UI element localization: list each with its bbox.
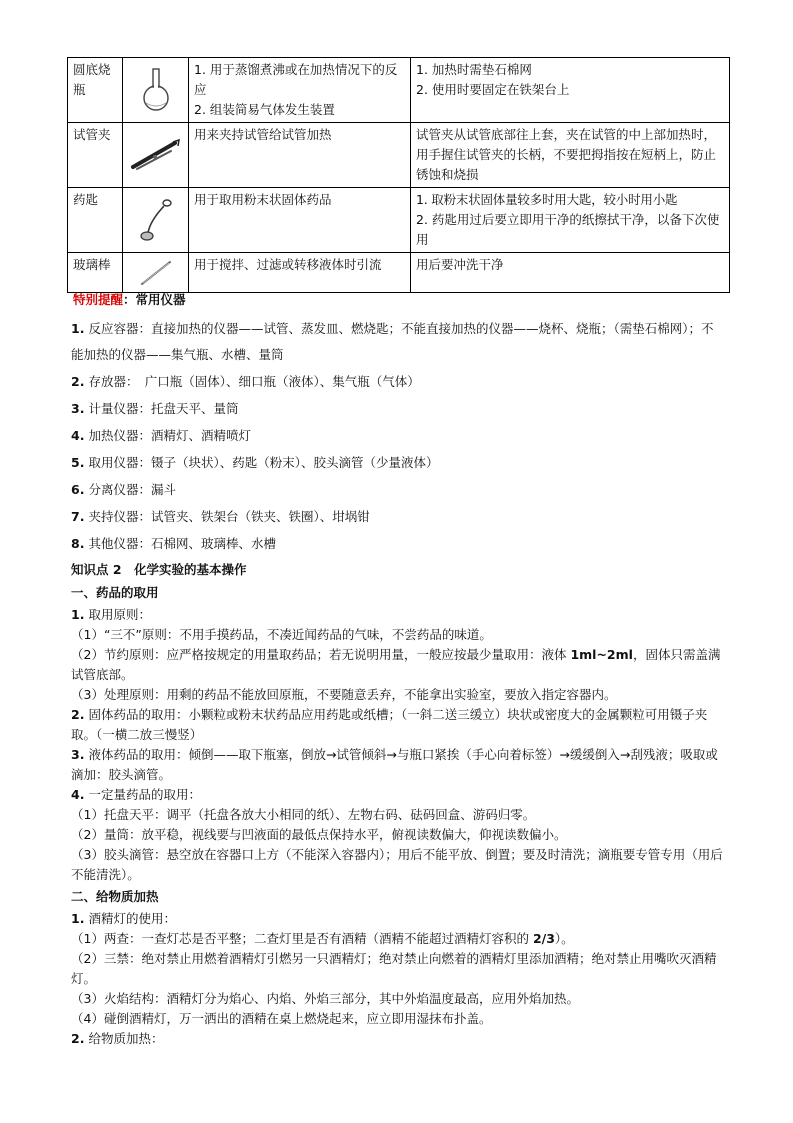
paragraph: [71, 1029, 723, 1049]
list-item: [71, 372, 723, 392]
item-number: 5.: [71, 455, 85, 470]
section-heading: 一、药品的取用: [71, 585, 159, 600]
item-number: 4.: [71, 787, 85, 802]
paragraph: （3）处理原则：用剩的药品不能放回原瓶，不要随意丢弃，不能拿出实验室，要放入指定容器内。: [71, 687, 617, 702]
item-number: 3.: [71, 747, 85, 762]
paragraph: [71, 705, 723, 745]
round-bottom-flask-icon: [123, 58, 189, 123]
paragraph: （3）胶头滴管：悬空放在容器口上方（不能深入容器内）；用后不能平放、倒置；要及时清洗；滴瓶要专管专用（用后不能清洗）。: [71, 847, 723, 882]
instrument-name: 试管夹: [68, 123, 123, 188]
item-number: 1.: [71, 607, 85, 622]
reminder-text: ：常用仪器: [123, 292, 186, 307]
note-line: 1. 取粉末状固体量较多时用大匙，较小时用小匙: [416, 192, 678, 207]
instrument-table: [67, 57, 730, 293]
item-number: 6.: [71, 482, 85, 497]
item-text: 反应容器：直接加热的仪器——试管、蒸发皿、燃烧匙；不能直接加热的仪器——烧杯、烧瓶；（需垫石棉网）；不能加热的仪器——集气瓶、水槽、量筒: [71, 321, 714, 362]
item-number: 2.: [71, 707, 85, 722]
item-text: 计量仪器：托盘天平、量筒: [88, 401, 239, 416]
use-line: 2. 组装简易气体发生装置: [194, 102, 335, 117]
paragraph-text: ，固体只需盖满试管底部。: [71, 647, 721, 682]
reminder-label: 特别提醒: [73, 292, 124, 307]
list-item: [71, 399, 723, 419]
note-cell: [411, 58, 730, 123]
paragraph: [71, 645, 723, 685]
paragraph-text: 酒精灯的使用：: [88, 911, 176, 926]
item-number: 1.: [71, 321, 85, 336]
item-number: 8.: [71, 536, 85, 551]
item-text: 分离仪器：漏斗: [88, 482, 176, 497]
note-line: 1. 加热时需垫石棉网: [416, 62, 532, 77]
paragraph: （3）火焰结构：酒精灯分为焰心、内焰、外焰三部分，其中外焰温度最高，应用外焰加热。: [71, 991, 579, 1006]
paragraph-text: 固体药品的取用：小颗粒或粉末状药品应用药匙或纸槽；（一斜二送三缓立）块状或密度大的金属颗粒可用镊子夹取。（一横二放三慢竖）: [71, 707, 708, 742]
item-text: 加热仪器：酒精灯、酒精喷灯: [88, 428, 251, 443]
note-line: 2. 药匙用过后要立即用干净的纸擦拭干净，以备下次使用: [416, 212, 720, 247]
item-number: 4.: [71, 428, 85, 443]
item-number: 7.: [71, 509, 85, 524]
paragraph-text: ）。: [554, 931, 574, 946]
item-text: 其他仪器：石棉网、玻璃棒、水槽: [88, 536, 276, 551]
paragraph: [71, 785, 723, 805]
list-item: [71, 426, 723, 446]
use-line: 1. 用于蒸馏煮沸或在加热情况下的反应: [194, 62, 398, 97]
table-row: [68, 253, 730, 293]
paragraph: [71, 909, 723, 929]
use-cell: [189, 58, 411, 123]
reminder-heading: [73, 290, 723, 310]
instrument-name: 玻璃棒: [68, 253, 123, 293]
paragraph: [71, 745, 723, 785]
paragraph: [71, 605, 723, 625]
glass-rod-icon: [123, 253, 189, 293]
test-tube-clamp-icon: [123, 123, 189, 188]
fraction-value: 2/3: [532, 931, 555, 946]
paragraph-text: 液体药品的取用：倾倒——取下瓶塞，倒放→试管倾斜→与瓶口紧挨（手心向着标签）→缓缓倒入→刮残液；吸取或滴加：胶头滴管。: [71, 747, 718, 782]
paragraph: [71, 929, 723, 949]
list-item: [71, 507, 723, 527]
use-cell: [189, 253, 411, 293]
document-body: [71, 290, 723, 1049]
use-line: 用来夹持试管给试管加热: [194, 127, 332, 142]
item-text: 取用仪器：镊子（块状）、药匙（粉末）、胶头滴管（少量液体）: [88, 455, 439, 470]
paragraph-text: 取用原则：: [88, 607, 151, 622]
use-line: 用于搅拌、过滤或转移液体时引流: [194, 257, 382, 272]
table-row: [68, 58, 730, 123]
note-cell: [411, 253, 730, 293]
table-row: [68, 188, 730, 253]
item-text: 夹持仪器：试管夹、铁架台（铁夹、铁圈）、坩埚钳: [88, 509, 370, 524]
item-number: 1.: [71, 911, 85, 926]
use-cell: [189, 123, 411, 188]
table-row: [68, 123, 730, 188]
use-line: 用于取用粉末状固体药品: [194, 192, 332, 207]
note-cell: [411, 188, 730, 253]
note-line: 2. 使用时要固定在铁架台上: [416, 82, 570, 97]
list-item: [71, 534, 723, 554]
item-number: 3.: [71, 401, 85, 416]
section-heading: 二、给物质加热: [71, 889, 159, 904]
list-item: [71, 453, 723, 473]
knowledge-point-title: 知识点 2 化学实验的基本操作: [71, 562, 247, 577]
item-text: 存放器： 广口瓶（固体）、细口瓶（液体）、集气瓶（气体）: [88, 374, 420, 389]
instrument-list: [71, 316, 723, 554]
paragraph-text: （1）两查：一查灯芯是否平整；二查灯里是否有酒精（酒精不能超过酒精灯容积的: [71, 931, 533, 946]
instrument-name: 圆底烧瓶: [68, 58, 123, 123]
paragraph: （4）碰倒酒精灯，万一洒出的酒精在桌上燃烧起来，应立即用湿抹布扑盖。: [71, 1011, 492, 1026]
note-cell: [411, 123, 730, 188]
list-item: [71, 316, 723, 368]
item-number: 2.: [71, 1031, 85, 1046]
list-item: [71, 480, 723, 500]
paragraph-text: 给物质加热：: [88, 1031, 164, 1046]
paragraph: （2）三禁：绝对禁止用燃着酒精灯引燃另一只酒精灯；绝对禁止向燃着的酒精灯里添加酒精；绝对禁止用嘴吹灭酒精灯。: [71, 951, 717, 986]
item-number: 2.: [71, 374, 85, 389]
note-line: 试管夹从试管底部往上套，夹在试管的中上部加热时，用手握住试管夹的长柄，不要把拇指按在短柄上，防止锈蚀和烧损: [416, 127, 717, 182]
paragraph-text: （2）节约原则：应严格按规定的用量取药品；若无说明用量，一般应按最少量取用：液体: [71, 647, 571, 662]
note-line: 用后要冲洗干净: [416, 257, 504, 272]
paragraph: （1）托盘天平：调平（托盘各放大小相同的纸）、左物右码、砝码回盒、游码归零。: [71, 807, 536, 822]
instrument-name: 药匙: [68, 188, 123, 253]
paragraph-text: 一定量药品的取用：: [88, 787, 201, 802]
dosage-value: 1ml~2ml: [570, 647, 633, 662]
use-cell: [189, 188, 411, 253]
medicine-spoon-icon: [123, 188, 189, 253]
paragraph: （1）“三不”原则：不用手摸药品，不凑近闻药品的气味，不尝药品的味道。: [71, 627, 492, 642]
paragraph: （2）量筒：放平稳，视线要与凹液面的最低点保持水平，俯视读数偏大，仰视读数偏小。: [71, 827, 567, 842]
